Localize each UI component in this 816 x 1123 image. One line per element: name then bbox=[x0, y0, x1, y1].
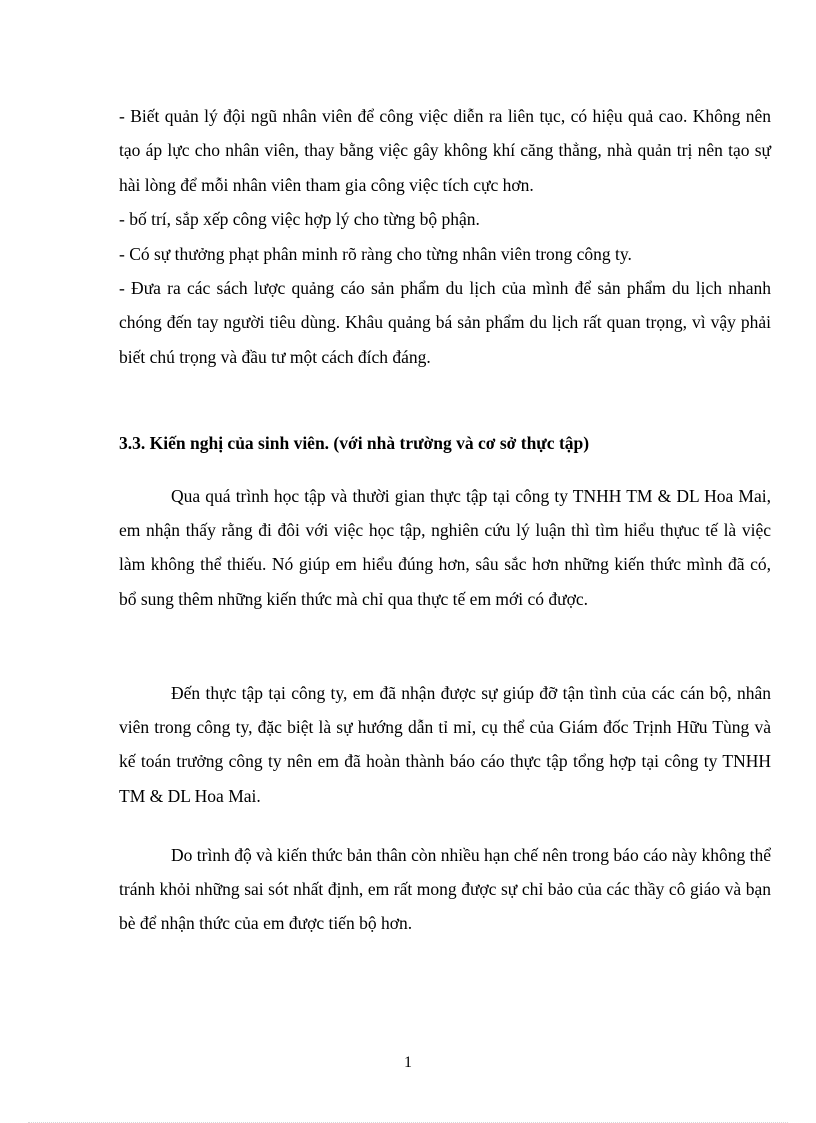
body-paragraph: Đến thực tập tại công ty, em đã nhận được sự giúp đỡ tận tình của các cán bộ, nhân viên trong công ty, đặc biệt là sự hướng dẫn tỉ mỉ, cụ thể của Giám đốc Trịnh Hữu Tùng và kế toán trưởng công ty nên em đã hoàn thành báo cáo thực tập tổng hợp tại công ty TNHH TM & DL Hoa Mai. bbox=[119, 682, 771, 806]
body-paragraph: Do trình độ và kiến thức bản thân còn nhiều hạn chế nên trong báo cáo này không thể tránh khỏi những sai sót nhất định, em rất mong được sự chỉ bảo của các thầy cô giáo và bạn bè để nhận thức của em được tiến bộ hơn. bbox=[119, 844, 771, 934]
bullet-item: - Biết quản lý đội ngũ nhân viên để công việc diễn ra liên tục, có hiệu quả cao. Không nên tạo áp lực cho nhân viên, thay bằng việc gây không khí căng thẳng, nhà quản trị nên tạo sự hài lòng để mỗi nhân viên tham gia công việc tích cực hơn. bbox=[119, 106, 771, 195]
page-number: 1 bbox=[404, 1054, 412, 1071]
bullet-list bbox=[119, 99, 771, 374]
bullet-item: - Đưa ra các sách lược quảng cáo sản phẩm du lịch của mình để sản phẩm du lịch nhanh chóng đến tay người tiêu dùng. Khâu quảng bá sản phẩm du lịch rất quan trọng, vì vậy phải biết chú trọng và đầu tư một cách đích đáng. bbox=[119, 278, 771, 367]
section-heading: 3.3. Kiến nghị của sinh viên. (với nhà trường và cơ sở thực tập) bbox=[119, 433, 590, 453]
bullet-item: - bố trí, sắp xếp công việc hợp lý cho từng bộ phận. bbox=[119, 209, 480, 230]
body-paragraph: Qua quá trình học tập và thười gian thực tập tại công ty TNHH TM & DL Hoa Mai, em nhận thấy rằng đi đôi với việc học tập, nghiên cứu lý luận thì tìm hiểu thựuc tế là việc làm không thể thiếu. Nó giúp em hiểu đúng hơn, sâu sắc hơn những kiến thức mình đã có, bổ sung thêm những kiến thức mà chỉ qua thực tế em mới có được. bbox=[119, 485, 771, 609]
bullet-item: - Có sự thưởng phạt phân minh rõ ràng cho từng nhân viên trong công ty. bbox=[119, 243, 632, 264]
